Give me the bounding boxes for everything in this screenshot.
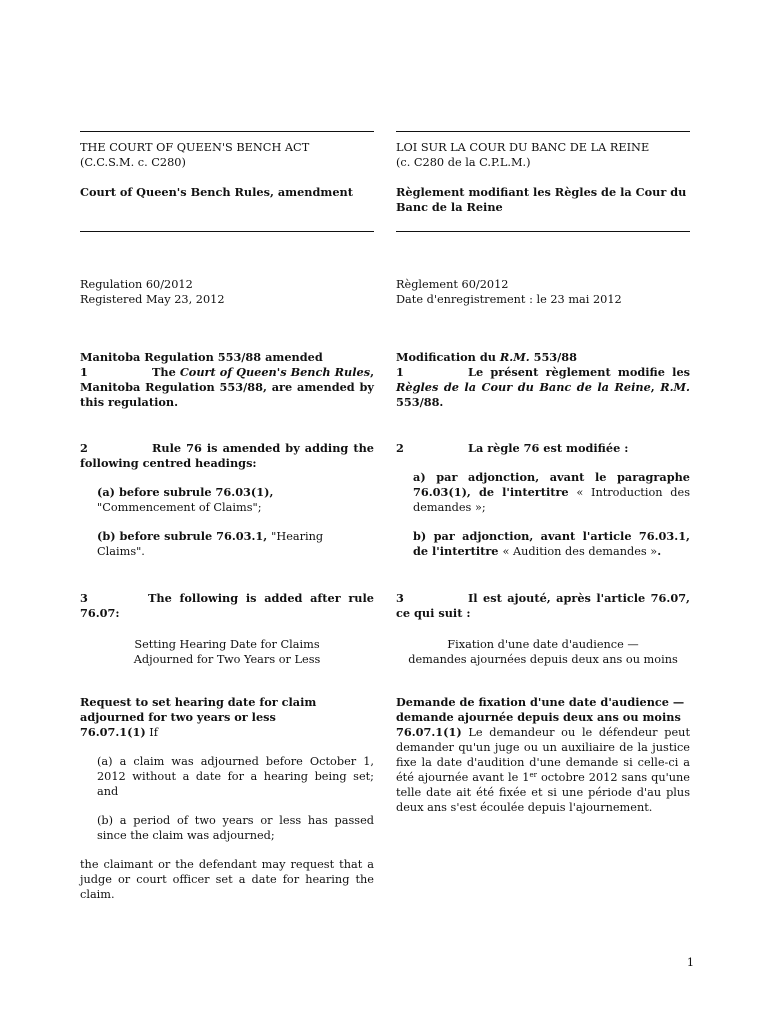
- reg-title-fr: Règlement modifiant les Règles de la Cour du Banc de la Reine: [396, 185, 687, 214]
- section-2b-fr: b) par adjonction, avant l'article 76.03.1, de l'intertitre « Audition des demandes ».: [413, 529, 690, 558]
- section-2-text-fr: 2 La règle 76 est modifiée :: [396, 441, 629, 455]
- reg-info-en: [80, 277, 374, 307]
- section-1-heading-fr: Modification du R.M. 553/88: [396, 350, 578, 364]
- top-rule-right: [396, 131, 690, 132]
- reg-info-fr: [396, 277, 690, 307]
- rule-76-07-1-en: [80, 695, 374, 902]
- section-1-en: [80, 350, 374, 410]
- act-title-en: THE COURT OF QUEEN'S BENCH ACT: [80, 141, 310, 154]
- section-3-number-en: 3: [80, 591, 88, 605]
- act-cite-fr: (c. C280 de la C.P.L.M.): [396, 156, 531, 169]
- reg-number-fr: Règlement 60/2012: [396, 278, 509, 291]
- section-1-number-en: 1: [80, 365, 88, 379]
- bottom-rule-right: [396, 231, 690, 232]
- reg-number-en: Regulation 60/2012: [80, 278, 193, 291]
- section-1-number-fr: 1: [396, 365, 404, 379]
- bottom-rule-left: [80, 231, 374, 232]
- section-2-fr: [396, 441, 690, 559]
- rule-intro-en: 76.07.1(1) If: [80, 725, 158, 739]
- section-2-text-en: 2 Rule 76 is amended by adding the following centred headings:: [80, 441, 374, 470]
- section-2-number-en: 2: [80, 441, 88, 455]
- act-cite-en: (C.C.S.M. c. C280): [80, 156, 186, 169]
- section-1-text-en: 1 The Court of Queen's Bench Rules, Manitoba Regulation 553/88, are amended by this regulation.: [80, 365, 374, 409]
- reg-title-en: Court of Queen's Bench Rules, amendment: [80, 185, 353, 199]
- rule-heading-fr: Demande de fixation d'une date d'audience — demande ajournée depuis deux ans ou moins: [396, 695, 685, 724]
- section-3-fr: [396, 591, 690, 621]
- centred-heading-en: Setting Hearing Date for Claims Adjourned for Two Years or Less: [133, 638, 321, 666]
- rule-text-fr: 76.07.1(1) Le demandeur ou le défendeur peut demander qu'un juge ou un auxiliaire de la justice fixe la date d'audition d'une demande si celle-ci a été ajournée avant le 1er octobre 2012 sans qu'une telle date ait été fixée et si une période d'au plus deux ans s'est écoulée depuis l'ajournement.: [396, 725, 690, 814]
- section-2-en: [80, 441, 374, 559]
- clause-b-en: (b) a period of two years or less has passed since the claim was adjourned;: [97, 814, 374, 842]
- section-3-en: [80, 591, 374, 621]
- section-1-text-fr: 1 Le présent règlement modifie les Règles de la Cour du Banc de la Reine, R.M. 553/88.: [396, 365, 690, 409]
- clause-a-en: (a) a claim was adjourned before October 1, 2012 without a date for a hearing being set; and: [97, 755, 374, 798]
- centred-heading-fr: Fixation d'une date d'audience — demandes ajournées depuis deux ans ou moins: [408, 638, 678, 666]
- section-2-number-fr: 2: [396, 441, 404, 455]
- registered-date-fr: Date d'enregistrement : le 23 mai 2012: [396, 293, 622, 306]
- act-title-fr: LOI SUR LA COUR DU BANC DE LA REINE: [396, 141, 650, 154]
- section-3-line1-en: 3 The following is added after rule 76.07:: [80, 591, 374, 620]
- section-3-text-fr: 3 Il est ajouté, après l'article 76.07, ce qui suit :: [396, 591, 690, 620]
- section-1-heading-en: Manitoba Regulation 553/88 amended: [80, 350, 323, 364]
- top-rule-left: [80, 131, 374, 132]
- rule-heading-en: Request to set hearing date for claim adjourned for two years or less: [80, 695, 317, 724]
- registered-date-en: Registered May 23, 2012: [80, 293, 225, 306]
- rule-tail-en: the claimant or the defendant may request that a judge or court officer set a date for hearing the claim.: [80, 858, 374, 901]
- section-2a-fr: a) par adjonction, avant le paragraphe 76.03(1), de l'intertitre « Introduction des demandes »;: [413, 470, 690, 514]
- rule-76-07-1-fr: [396, 695, 690, 815]
- section-1-fr: [396, 350, 690, 410]
- act-header-en: [80, 140, 374, 170]
- section-3-number-fr: 3: [396, 591, 404, 605]
- section-2a-en: (a) before subrule 76.03(1), "Commencement of Claims";: [97, 485, 274, 514]
- act-header-fr: [396, 140, 690, 170]
- page-number: 1: [686, 956, 694, 969]
- section-2b-en: (b) before subrule 76.03.1, "Hearing Claims".: [97, 529, 324, 558]
